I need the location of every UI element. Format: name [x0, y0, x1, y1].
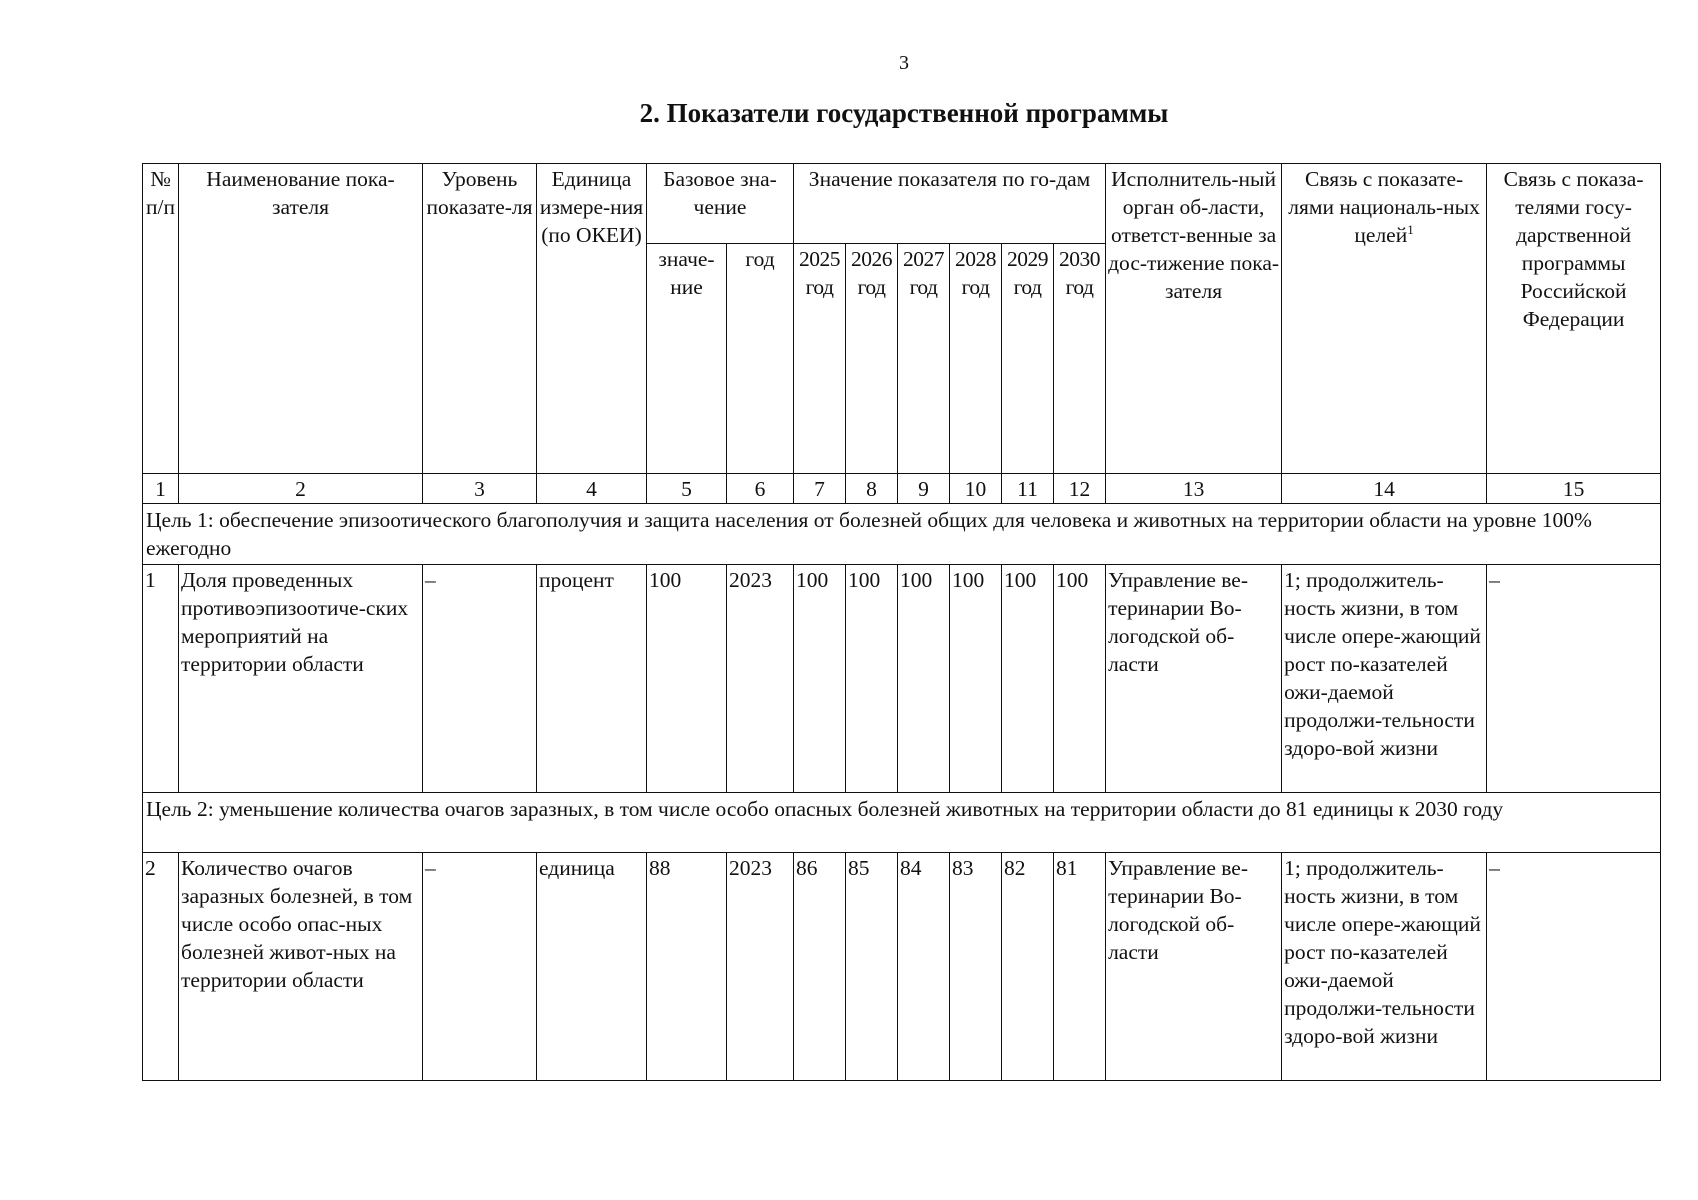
header-unit: Единица измере-ния (по ОКЕИ)	[537, 164, 647, 474]
indicators-table	[142, 163, 1661, 1081]
header-base-value: значе-ние	[647, 244, 727, 474]
indicator-unit: процент	[537, 565, 647, 793]
header-year: 2026 год	[846, 244, 898, 474]
header-values-by-year: Значение показателя по го-дам	[794, 164, 1106, 244]
header-national-link	[1282, 164, 1487, 474]
footnote-marker: 1	[1407, 221, 1414, 237]
year-value: 86	[794, 853, 846, 1081]
base-value: 88	[647, 853, 727, 1081]
year-value: 100	[846, 565, 898, 793]
column-number: 9	[898, 474, 950, 504]
column-number: 5	[647, 474, 727, 504]
column-number-row	[143, 474, 1661, 504]
year-value: 83	[950, 853, 1002, 1081]
federal-link: –	[1487, 853, 1661, 1081]
header-row-1	[143, 164, 1661, 244]
base-year: 2023	[727, 565, 794, 793]
column-number: 6	[727, 474, 794, 504]
year-value: 100	[1002, 565, 1054, 793]
column-number: 11	[1002, 474, 1054, 504]
header-year: 2025 год	[794, 244, 846, 474]
header-national-link-text: Связь с показате-лями националь-ных целей	[1288, 167, 1480, 247]
column-number: 13	[1106, 474, 1282, 504]
year-value: 100	[950, 565, 1002, 793]
goal-row	[143, 504, 1661, 565]
indicator-level: –	[423, 853, 537, 1081]
federal-link: –	[1487, 565, 1661, 793]
year-value: 85	[846, 853, 898, 1081]
column-number: 14	[1282, 474, 1487, 504]
header-year: 2028 год	[950, 244, 1002, 474]
goal-text: Цель 2: уменьшение количества очагов заразных, в том числе особо опасных болезней животных на территории области до 81 единицы к 2030 году	[143, 793, 1661, 853]
indicator-level: –	[423, 565, 537, 793]
executor: Управление ве-теринарии Во-логодской об-ласти	[1106, 853, 1282, 1081]
header-name: Наименование пока-зателя	[179, 164, 423, 474]
section-heading: 2. Показатели государственной программы	[639, 98, 1169, 128]
column-number: 10	[950, 474, 1002, 504]
year-value: 100	[794, 565, 846, 793]
year-value: 100	[1054, 565, 1106, 793]
header-year: 2027 год	[898, 244, 950, 474]
goal-text: Цель 1: обеспечение эпизоотического благополучия и защита населения от болезней общих для человека и животных на территории области на уровне 100% ежегодно	[143, 504, 1661, 565]
column-number: 7	[794, 474, 846, 504]
year-value: 81	[1054, 853, 1106, 1081]
header-base-year: год	[727, 244, 794, 474]
header-num: № п/п	[143, 164, 179, 474]
indicator-row	[143, 565, 1661, 793]
base-value: 100	[647, 565, 727, 793]
national-link: 1; продолжитель-ность жизни, в том числе опере-жающий рост по-казателей ожи-даемой продолжи-тельности здоро-вой жизни	[1282, 565, 1487, 793]
indicator-unit: единица	[537, 853, 647, 1081]
column-number: 1	[143, 474, 179, 504]
header-executor: Исполнитель-ный орган об-ласти, ответст-венные за дос-тижение пока-зателя	[1106, 164, 1282, 474]
year-value: 100	[898, 565, 950, 793]
column-number: 15	[1487, 474, 1661, 504]
header-year: 2029 год	[1002, 244, 1054, 474]
indicator-name: Количество очагов заразных болезней, в том числе особо опас-ных болезней живот-ных на территории области	[179, 853, 423, 1081]
column-number: 8	[846, 474, 898, 504]
column-number: 2	[179, 474, 423, 504]
national-link: 1; продолжитель-ность жизни, в том числе опере-жающий рост по-казателей ожи-даемой продолжи-тельности здоро-вой жизни	[1282, 853, 1487, 1081]
base-year: 2023	[727, 853, 794, 1081]
header-year: 2030 год	[1054, 244, 1106, 474]
header-federal-link: Связь с показа-телями госу-дарственной программы Российской Федерации	[1487, 164, 1661, 474]
year-value: 82	[1002, 853, 1054, 1081]
row-num: 2	[143, 853, 179, 1081]
goal-row	[143, 793, 1661, 853]
executor: Управление ве-теринарии Во-логодской об-ласти	[1106, 565, 1282, 793]
row-num: 1	[143, 565, 179, 793]
page-number: 3	[899, 52, 909, 74]
column-number: 12	[1054, 474, 1106, 504]
year-value: 84	[898, 853, 950, 1081]
header-level: Уровень показате-ля	[423, 164, 537, 474]
header-base: Базовое зна-чение	[647, 164, 794, 244]
indicator-row	[143, 853, 1661, 1081]
indicator-name: Доля проведенных противоэпизоотиче-ских мероприятий на территории области	[179, 565, 423, 793]
column-number: 3	[423, 474, 537, 504]
column-number: 4	[537, 474, 647, 504]
